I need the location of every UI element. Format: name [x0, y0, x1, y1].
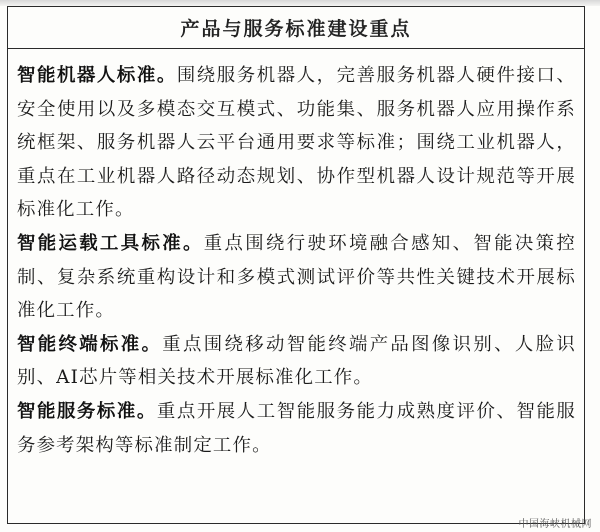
section-lead: 智能运载工具标准。	[17, 232, 204, 254]
standards-table	[7, 6, 585, 524]
section-terminal-standards	[17, 328, 576, 395]
table-header	[8, 7, 584, 49]
source-watermark: 中国海峡机械网	[518, 519, 592, 530]
section-text: 重点围绕行驶环境融合感知、智能决策控制、复杂系统重构设计和多模式测试评价等共性关键技术开展标准化工作。	[17, 232, 576, 322]
section-lead: 智能服务标准。	[17, 400, 157, 422]
section-text: 围绕服务机器人，完善服务机器人硬件接口、安全使用以及多模态交互模式、功能集、服务机器人应用操作系统框架、服务机器人云平台通用要求等标准；围绕工业机器人，重点在工业机器人路径动态规划、协作型机器人设计规范等开展标准化工作。	[17, 65, 576, 221]
section-text: 重点围绕移动智能终端产品图像识别、人脸识别、AI芯片等相关技术开展标准化工作。	[17, 333, 576, 389]
section-lead: 智能机器人标准。	[17, 65, 177, 86]
section-text: 重点开展人工智能服务能力成熟度评价、智能服务参考架构等标准制定工作。	[17, 400, 577, 456]
section-lead: 智能终端标准。	[17, 333, 163, 355]
section-vehicle-standards	[17, 227, 576, 328]
table-body	[8, 49, 584, 462]
section-robot-standards	[17, 59, 576, 227]
table-title: 产品与服务标准建设重点	[180, 18, 412, 40]
section-service-standards	[17, 395, 576, 462]
